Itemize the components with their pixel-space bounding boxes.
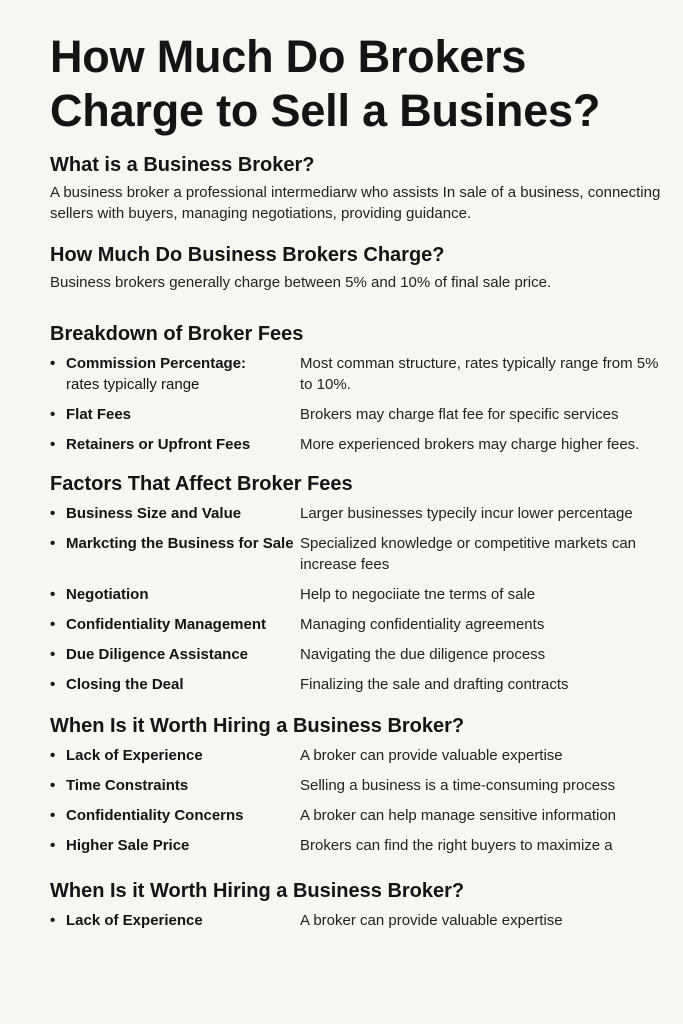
item-term: Flat Fees bbox=[66, 406, 132, 423]
bullet-icon: • bbox=[50, 912, 56, 929]
bullet-icon: • bbox=[50, 535, 56, 552]
section-heading: How Much Do Business Brokers Charge? bbox=[50, 244, 445, 266]
item-desc: A broker can help manage sensitive information bbox=[300, 807, 617, 824]
item-desc: Specialized knowledge or competitive markets can increase fees bbox=[300, 535, 636, 573]
bullet-icon: • bbox=[50, 436, 56, 453]
item-term: Lack of Experience bbox=[66, 912, 203, 929]
item-desc: Managing confidentiality agreements bbox=[300, 616, 545, 633]
item-desc: Navigating the due diligence process bbox=[300, 646, 546, 663]
item-term: Time Constraints bbox=[66, 777, 189, 794]
item-desc: A broker can provide valuable expertise bbox=[300, 747, 563, 764]
fee-breakdown-list bbox=[50, 353, 669, 455]
item-desc: Most comman structure, rates typically range from 5% to 10%. bbox=[300, 355, 659, 393]
list-item bbox=[50, 910, 669, 931]
item-term: Retainers or Upfront Fees bbox=[66, 436, 251, 453]
item-term: Lack of Experience bbox=[66, 747, 203, 764]
list-item bbox=[50, 745, 669, 766]
list-item bbox=[50, 404, 669, 425]
section-fee-breakdown bbox=[50, 321, 669, 455]
section-text: Business brokers generally charge between 5% and 10% of final sale price. bbox=[50, 274, 552, 291]
bullet-icon: • bbox=[50, 837, 56, 854]
item-term: Confidentiality Management bbox=[66, 616, 267, 633]
list-item bbox=[50, 503, 669, 524]
list-item bbox=[50, 805, 669, 826]
list-item bbox=[50, 434, 669, 455]
item-desc: Selling a business is a time-consuming process bbox=[300, 777, 616, 794]
list-item bbox=[50, 614, 669, 635]
item-desc: Brokers may charge flat fee for specific services bbox=[300, 406, 619, 423]
item-term: Negotiation bbox=[66, 586, 149, 603]
section-heading: When Is it Worth Hiring a Business Broker? bbox=[50, 715, 465, 737]
item-desc: Brokers can find the right buyers to maximize a bbox=[300, 837, 613, 854]
list-item bbox=[50, 835, 669, 856]
section-heading: Factors That Affect Broker Fees bbox=[50, 473, 353, 495]
worth-hiring-list bbox=[50, 745, 669, 856]
section-worth-hiring-repeat bbox=[50, 878, 669, 931]
item-term-label: Commission Percentage: bbox=[66, 355, 247, 372]
item-term: Higher Sale Price bbox=[66, 837, 190, 854]
item-term: Markcting the Business for Sale bbox=[66, 535, 294, 552]
item-term: Closing the Deal bbox=[66, 676, 184, 693]
bullet-icon: • bbox=[50, 646, 56, 663]
item-desc: Larger businesses typecily incur lower percentage bbox=[300, 505, 633, 522]
bullet-icon: • bbox=[50, 777, 56, 794]
item-term bbox=[66, 353, 300, 395]
item-term: Business Size and Value bbox=[66, 505, 242, 522]
bullet-icon: • bbox=[50, 586, 56, 603]
fee-factors-list bbox=[50, 503, 669, 695]
section-worth-hiring bbox=[50, 713, 669, 856]
section-what-is-broker bbox=[50, 152, 669, 224]
item-term: Confidentiality Concerns bbox=[66, 807, 244, 824]
item-desc: Finalizing the sale and drafting contracts bbox=[300, 676, 569, 693]
item-term: Due Diligence Assistance bbox=[66, 646, 249, 663]
bullet-icon: • bbox=[50, 807, 56, 824]
section-heading: When Is it Worth Hiring a Business Broker? bbox=[50, 880, 465, 902]
list-item bbox=[50, 674, 669, 695]
section-heading: What is a Business Broker? bbox=[50, 154, 315, 176]
bullet-icon: • bbox=[50, 355, 56, 372]
list-item bbox=[50, 775, 669, 796]
list-item bbox=[50, 644, 669, 665]
bullet-icon: • bbox=[50, 505, 56, 522]
section-fee-factors bbox=[50, 471, 669, 695]
page-title: How Much Do Brokers Charge to Sell a Busines? bbox=[50, 31, 601, 136]
item-desc: More experienced brokers may charge higher fees. bbox=[300, 436, 640, 453]
item-desc: Help to negociiate tne terms of sale bbox=[300, 586, 536, 603]
section-broker-charge bbox=[50, 242, 669, 293]
list-item bbox=[50, 533, 669, 575]
bullet-icon: • bbox=[50, 616, 56, 633]
worth-hiring-repeat-list bbox=[50, 910, 669, 931]
list-item bbox=[50, 353, 669, 395]
bullet-icon: • bbox=[50, 676, 56, 693]
list-item bbox=[50, 584, 669, 605]
bullet-icon: • bbox=[50, 406, 56, 423]
bullet-icon: • bbox=[50, 747, 56, 764]
section-text: A business broker a professional intermediarw who assists In sale of a business, connecting sellers with buyers, managing negotiations, providing guidance. bbox=[50, 184, 661, 222]
section-heading: Breakdown of Broker Fees bbox=[50, 323, 304, 345]
item-desc: A broker can provide valuable expertise bbox=[300, 912, 563, 929]
item-term-sub: rates typically range bbox=[66, 376, 200, 393]
